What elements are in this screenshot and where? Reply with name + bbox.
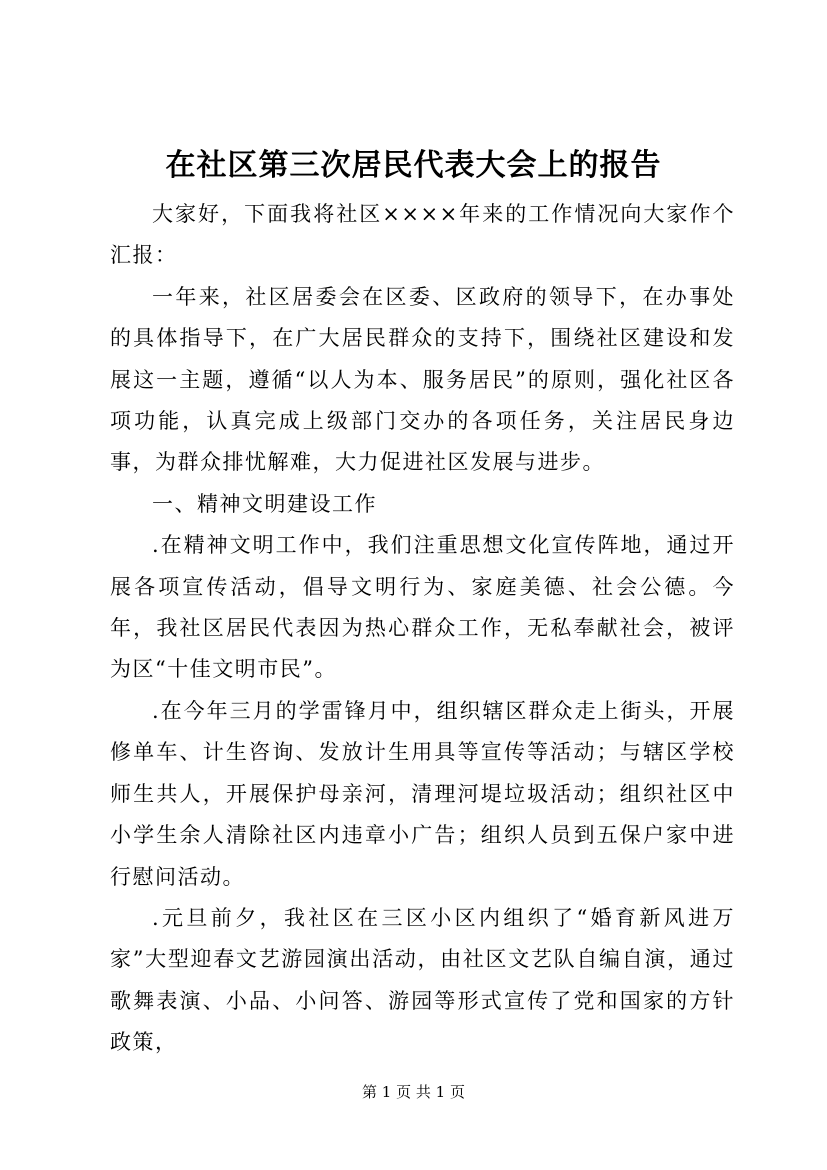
document-title: 在社区第三次居民代表大会上的报告 [165,148,662,183]
paragraph-item-1: .在精神文明工作中，我们注重思想文化宣传阵地，通过开展各项宣传活动，倡导文明行为、家庭美德、社会公德。今年，我社区居民代表因为热心群众工作，无私奉献社会，被评为区“十佳文明市民”。 [110,533,735,682]
paragraph-overview: 一年来，社区居委会在区委、区政府的领导下，在办事处的具体指导下，在广大居民群众的支持下，围绕社区建设和发展这一主题，遵循“以人为本、服务居民”的原则，强化社区各项功能，认真完成上级部门交办的各项任务，关注居民身边事，为群众排忧解难，大力促进社区发展与进步。 [110,284,735,475]
paragraph-greeting: 大家好，下面我将社区××××年来的工作情况向大家作个汇报： [110,202,735,268]
document-body [110,194,735,1064]
section-heading: 一、精神文明建设工作 [152,491,377,516]
paragraph-item-3: .元旦前夕，我社区在三区小区内组织了“婚育新风进万家”大型迎春文艺游园演出活动，由社区文艺队自编自演，通过歌舞表演、小品、小问答、游园等形式宣传了党和国家的方针政策， [110,905,735,1055]
page-footer: 第 1 页 共 1 页 [362,1083,465,1101]
paragraph-item-2: .在今年三月的学雷锋月中，组织辖区群众走上街头，开展修单车、计生咨询、发放计生用具等宣传等活动；与辖区学校师生共人，开展保护母亲河，清理河堤垃圾活动；组织社区中小学生余人清除社区内违章小广告；组织人员到五保户家中进行慰问活动。 [110,698,735,889]
